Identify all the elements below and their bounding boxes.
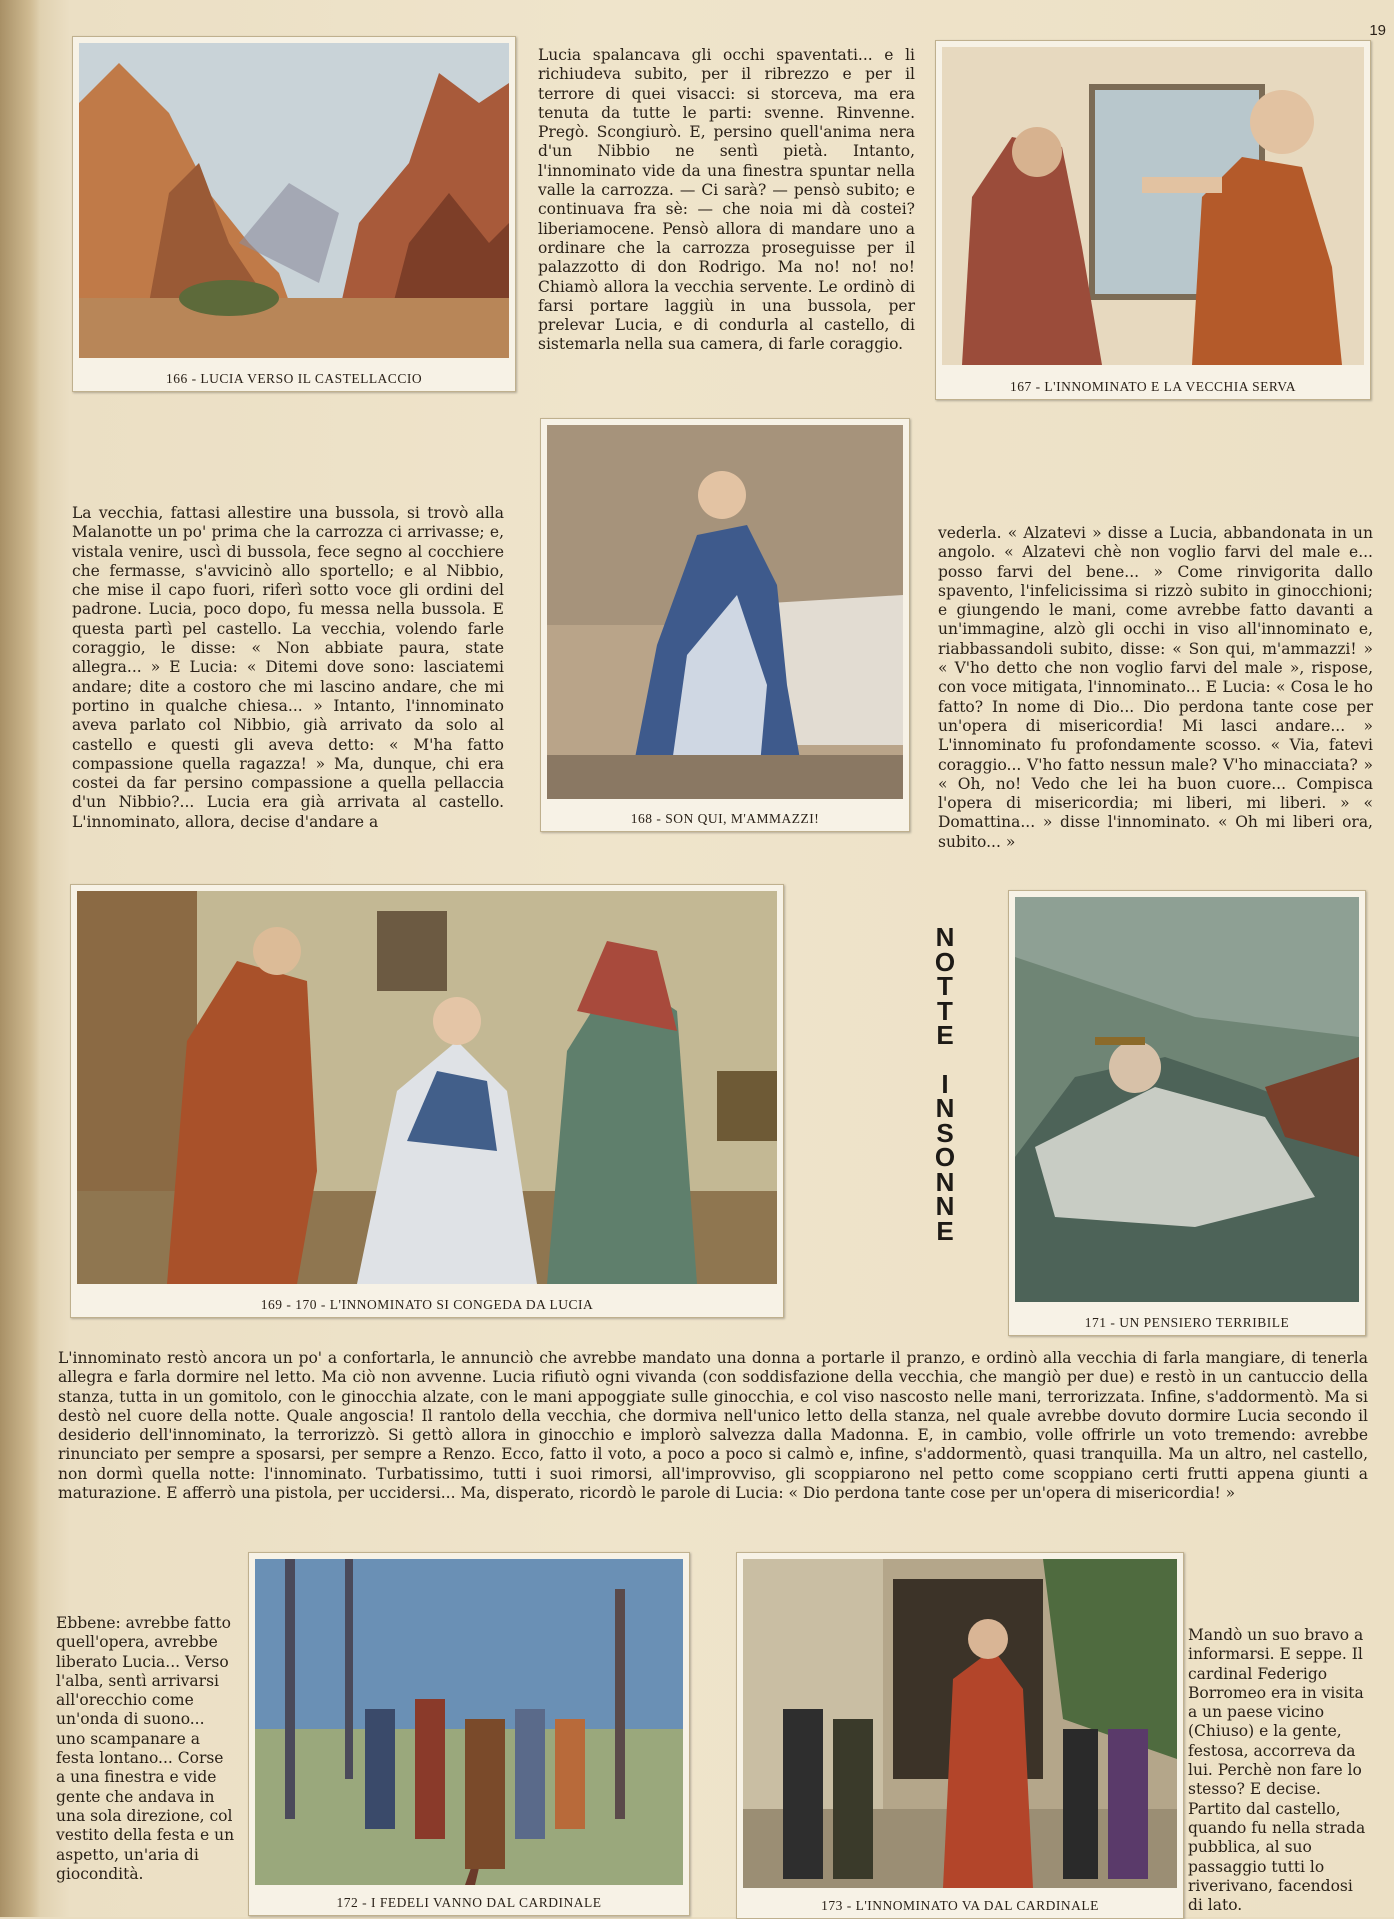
text-bottom-right: Mandò un suo bravo a informarsi. E seppe. Il cardinal Federigo Borromeo era in visita a un paese vicino (Chiuso) e la gente, festosa, accorreva da lui. Perchè non fare lo stesso? E decise. Partito dal castello, quando fu nella strada pubblica, al suo passaggio tutti lo riverivano, facendosi di lato. — [1188, 1626, 1366, 1915]
caption-169-170: 169 - 170 - L'INNOMINATO SI CONGEDA DA LUCIA — [260, 1297, 594, 1312]
card-171 — [1008, 890, 1366, 1336]
illustration-173-innominato-to-cardinal — [743, 1559, 1177, 1888]
book-spine — [0, 0, 40, 1917]
card-167 — [935, 40, 1371, 400]
caption-166: 166 - LUCIA VERSO IL CASTELLACCIO — [165, 371, 423, 386]
illustration-172-faithful-walking — [255, 1559, 683, 1885]
title-letter: N — [935, 1191, 955, 1221]
text-col-top: Lucia spalancava gli occhi spaventati... e li richiudeva subito, per il ribrezzo e per il terrore di quei visacci: si storceva, ma era tenuta da tutte le parti: svenne. Rinvenne. Pregò. Scongiurò. E, persino quell'anima nera d'un Nibbio ne sentì pietà. Intanto, l'innominato vide da una finestra spuntar nella valle la carrozza. — Ci sarà? — pensò subito; e continuava fra sè: — che noia mi dà costei? liberiamocene. Pensò allora di mandare uno a ordinare che la carrozza proseguisse per il palazzotto di don Rodrigo. Ma no! no! no! Chiamò allora la vecchia servente. Le ordinò di farsi portare laggiù in una bussola, per prelevar Lucia, e di condurla al castello, di sistemarla nella sua camera, di farle coraggio. — [538, 46, 915, 354]
card-166 — [72, 36, 516, 392]
card-169-170 — [70, 884, 784, 1318]
title-letter: N — [935, 1166, 955, 1197]
illustration-171-innominato-in-bed — [1015, 897, 1359, 1302]
illustration-167-innominato-servant — [942, 47, 1364, 365]
card-168 — [540, 418, 910, 832]
title-letter: E — [936, 1020, 954, 1050]
title-letter: T — [937, 971, 953, 1001]
caption-171: 171 - UN PENSIERO TERRIBILE — [1084, 1315, 1290, 1330]
illustration-169-170-farewell — [77, 891, 777, 1284]
illustration-166-mountains — [79, 43, 509, 358]
page-number: 19 — [1369, 22, 1386, 39]
illustration-168-lucia-kneeling — [547, 425, 903, 799]
text-col-left: La vecchia, fattasi allestire una bussola, si trovò alla Malanotte un po' prima che la carrozza ci arrivasse; e, vistala venire, uscì di bussola, fece segno al cocchiere che fermasse, s'avvicinò allo sportello; e al Nibbio, che mise il capo fuori, riferì sotto voce gli ordini del padrone. Lucia, poco dopo, fu messa nella bussola. E questa partì pel castello. La vecchia, volendo farle coraggio, le disse: « Non abbiate paura, state allegra... » E Lucia: « Ditemi dove sono: lasciatemi andare; dite a costoro che mi lascino andare, che mi portino in qualche chiesa... » Intanto, l'innominato aveva parlato col Nibbio, già arrivato da solo al castello e questi gli aveva detto: « M'ha fatto compassione quella ragazza! » Ma, dunque, chi era costei da far persino compassione a quella pellaccia d'un Nibbio?... Lucia era già arrivata al castello. L'innominato, allora, decise d'andare a — [72, 504, 504, 831]
title-letter: O — [934, 1142, 956, 1172]
card-172 — [248, 1552, 690, 1916]
title-letter: I — [941, 1068, 949, 1099]
caption-168: 168 - SON QUI, M'AMMAZZI! — [630, 811, 820, 826]
title-letter: S — [936, 1117, 954, 1148]
caption-173: 173 - L'INNOMINATO VA DAL CARDINALE — [821, 1898, 1099, 1913]
section-title-vertical — [925, 922, 965, 1246]
title-letter: N — [935, 1093, 955, 1123]
text-bottom-left: Ebbene: avrebbe fatto quell'opera, avrebbe liberato Lucia... Verso l'alba, sentì arrivarsi all'orecchio come un'onda di suono... uno scampanare a festa lontano... Corse a una finestra e vide gente che andava in una sola direzione, col vestito della festa e un aspetto, un'aria di giocondità. — [56, 1614, 235, 1883]
caption-172: 172 - I FEDELI VANNO DAL CARDINALE — [336, 1895, 602, 1910]
title-letter: N — [935, 922, 955, 952]
text-col-right: vederla. « Alzatevi » disse a Lucia, abbandonata in un angolo. « Alzatevi chè non voglio farvi del male e... posso farvi del bene... » Come rinvigorita dallo spavento, l'infelicissima si rizzò subito in ginocchioni; e giungendo le mani, come avrebbe fatto davanti a un'immagine, alzò gli occhi in viso all'innominato e, riabbassandoli subito, disse: « Son qui, m'ammazzi! » « V'ho detto che non voglio farvi del male », rispose, con voce mitigata, l'innominato... E Lucia: « Cosa le ho fatto? In nome di Dio... Dio perdona tante cose per un'opera di misericordia! Mi lasci andare... » L'innominato fu profondamente scosso. « Via, fatevi coraggio... V'ho fatto nessun male? V'ho minacciata? » « Oh, no! Vedo che lei ha buon cuore... Compisca l'opera di misericordia; mi liberi, mi liberi. » « Domattina... » disse l'innominato. « Oh mi liberi ora, subito... » — [938, 524, 1373, 851]
title-letter: O — [934, 946, 956, 977]
text-wide: L'innominato restò ancora un po' a confortarla, le annunciò che avrebbe mandato una donna a portarle il pranzo, e ordinò alla vecchia di farla mangiare, di tenerla allegra e farla dormire nel letto. Ma ciò non avvenne. Lucia rifiutò ogni vivanda (con soddisfazione della vecchia, che mangiò per due) e restò in un cantuccio della stanza, tutta in un gomitolo, con le ginocchia alzate, con le mani appoggiate sulle ginocchia, e col viso nascosto nelle mani, terrorizzata. Infine, s'addormentò. Ma si destò nel cuore della notte. Quale angoscia! Il rantolo della vecchia, che dormiva nell'unico letto della stanza, nel quale avrebbe dovuto dormire Lucia secondo il desiderio dell'innominato, la terrorizzò. Si gettò allora in ginocchio e implorò salvezza dalla Madonna. E, in cambio, volle offrirle un voto tremendo: avrebbe rinunciato per sempre a sposarsi, per sempre a Renzo. Ecco, fatto il voto, a poco a poco si calmò e, infine, s'addormentò, quasi tranquilla. Ma un altro, nel castello, non dormì quella notte: l'innominato. Turbatissimo, tutti i suoi rimorsi, all'improvviso, gli scoppiarono nel petto come scoppiano certi frutti appena giunti a maturazione. E afferrò una pistola, per uccidersi... Ma, disperato, ricordò le parole di Lucia: « Dio perdona tante cose per un'opera di misericordia! » — [58, 1349, 1368, 1503]
card-173 — [736, 1552, 1184, 1919]
caption-167: 167 - L'INNOMINATO E LA VECCHIA SERVA — [1009, 379, 1297, 394]
title-letter: T — [937, 995, 953, 1026]
title-letter: E — [936, 1215, 954, 1246]
